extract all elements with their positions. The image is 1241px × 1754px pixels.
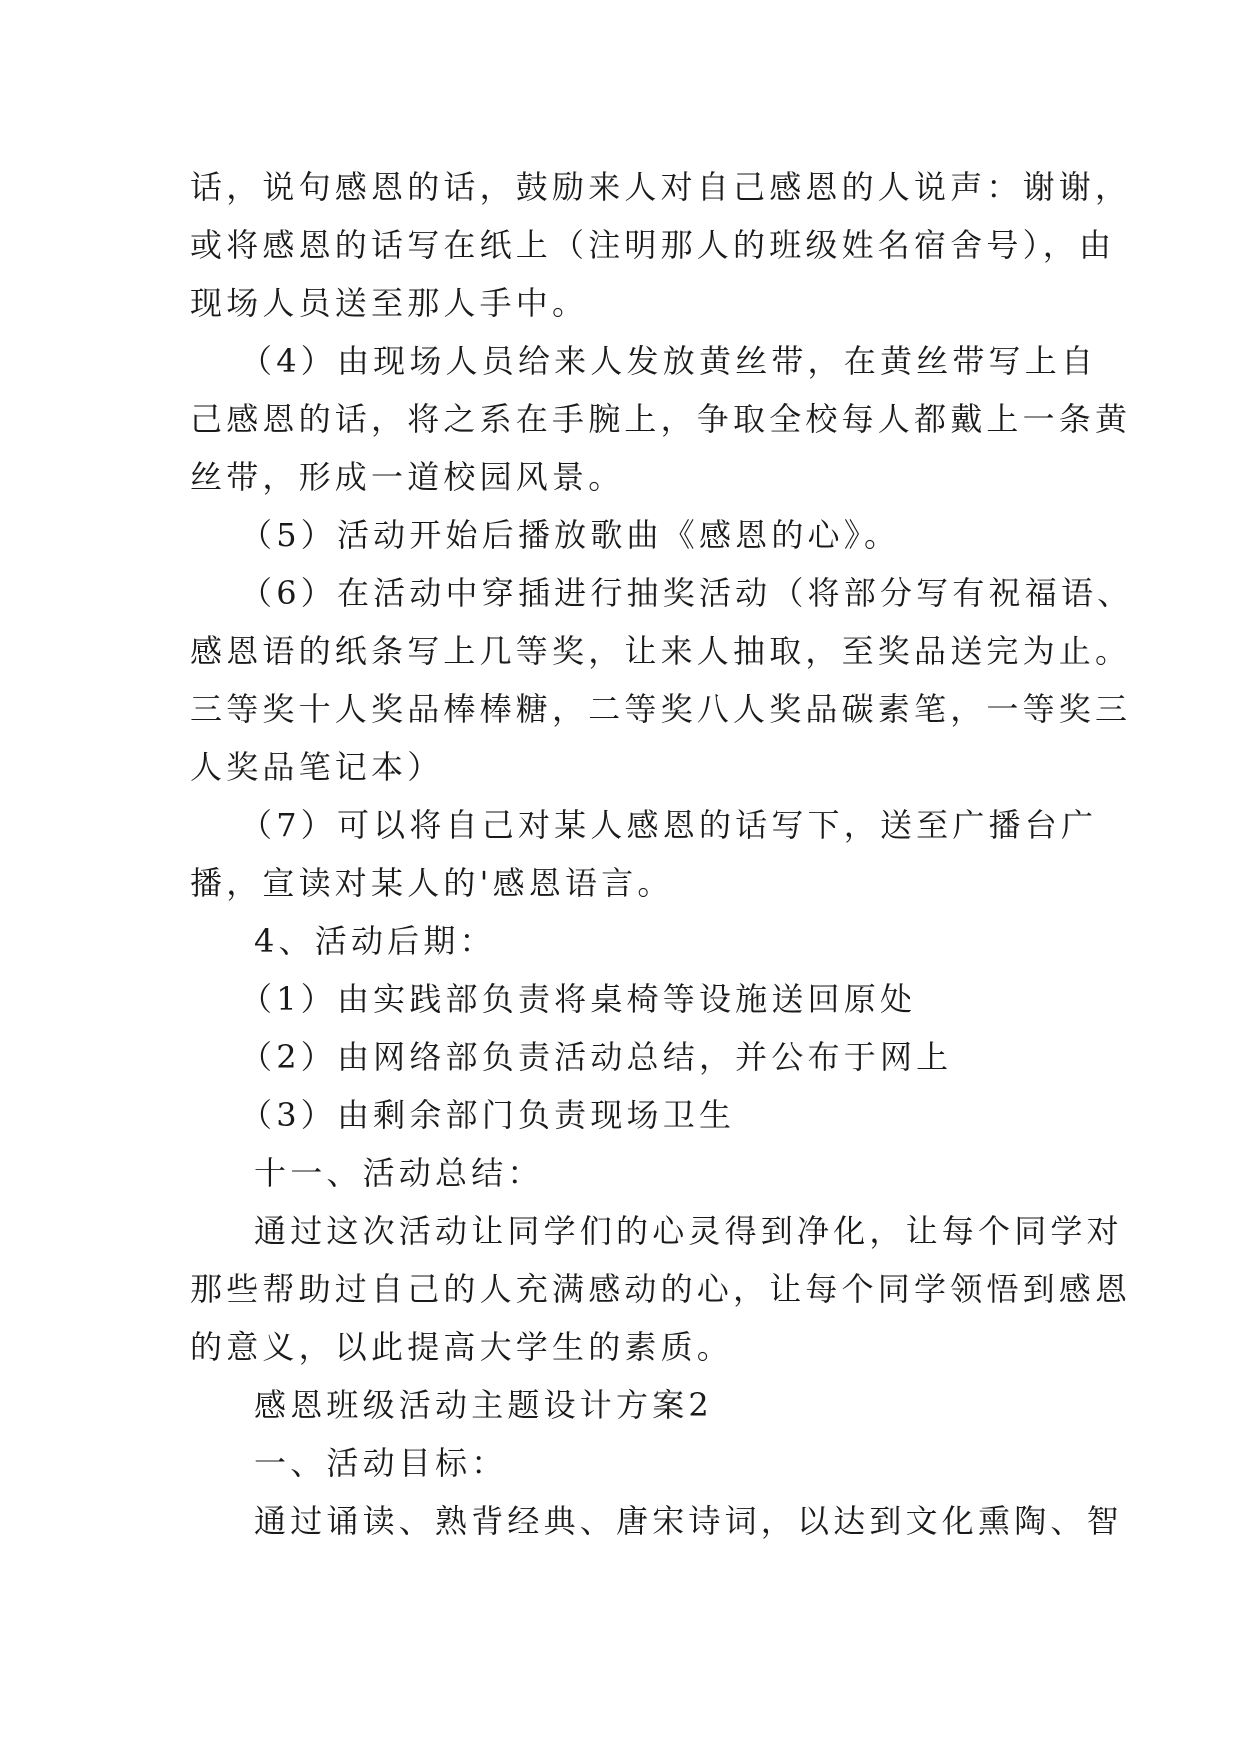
document-body [190,158,1134,1550]
text-line: 通过这次活动让同学们的心灵得到净化，让每个同学对 [254,1212,1123,1250]
text-line: （2）由网络部负责活动总结，并公布于网上 [240,1038,953,1076]
text-line: 话，说句感恩的话，鼓励来人对自己感恩的人说声：谢谢， [190,168,1132,206]
text-line: 丝带，形成一道校园风景。 [190,458,625,496]
text-line: 现场人员送至那人手中。 [190,284,589,322]
text-line: （4）由现场人员给来人发放黄丝带，在黄丝带写上自 [240,342,1098,380]
text-line: （5）活动开始后播放歌曲《感恩的心》。 [240,516,901,554]
text-line: 那些帮助过自己的人充满感动的心，让每个同学领悟到感恩 [190,1270,1132,1308]
section-heading: 4、活动后期： [254,922,496,960]
text-line: 通过诵读、熟背经典、唐宋诗词，以达到文化熏陶、智 [254,1502,1123,1540]
text-line: 播，宣读对某人的'感恩语言。 [190,864,674,902]
text-line: 三等奖十人奖品棒棒糖，二等奖八人奖品碳素笔，一等奖三 [190,690,1132,728]
text-line: 人奖品笔记本） [190,748,444,786]
text-line: 或将感恩的话写在纸上（注明那人的班级姓名宿舍号），由 [190,226,1116,264]
document-title: 感恩班级活动主题设计方案2 [254,1386,713,1424]
text-line: （3）由剩余部门负责现场卫生 [240,1096,736,1134]
text-line: （6）在活动中穿插进行抽奖活动（将部分写有祝福语、 [240,574,1134,612]
text-line: （7）可以将自己对某人感恩的话写下，送至广播台广 [240,806,1098,844]
text-line: （1）由实践部负责将桌椅等设施送回原处 [240,980,917,1018]
section-heading: 一、活动目标： [254,1444,508,1482]
text-line: 感恩语的纸条写上几等奖，让来人抽取，至奖品送完为止。 [190,632,1132,670]
section-heading: 十一、活动总结： [254,1154,544,1192]
text-line: 己感恩的话，将之系在手腕上，争取全校每人都戴上一条黄 [190,400,1132,438]
text-line: 的意义，以此提高大学生的素质。 [190,1328,734,1366]
